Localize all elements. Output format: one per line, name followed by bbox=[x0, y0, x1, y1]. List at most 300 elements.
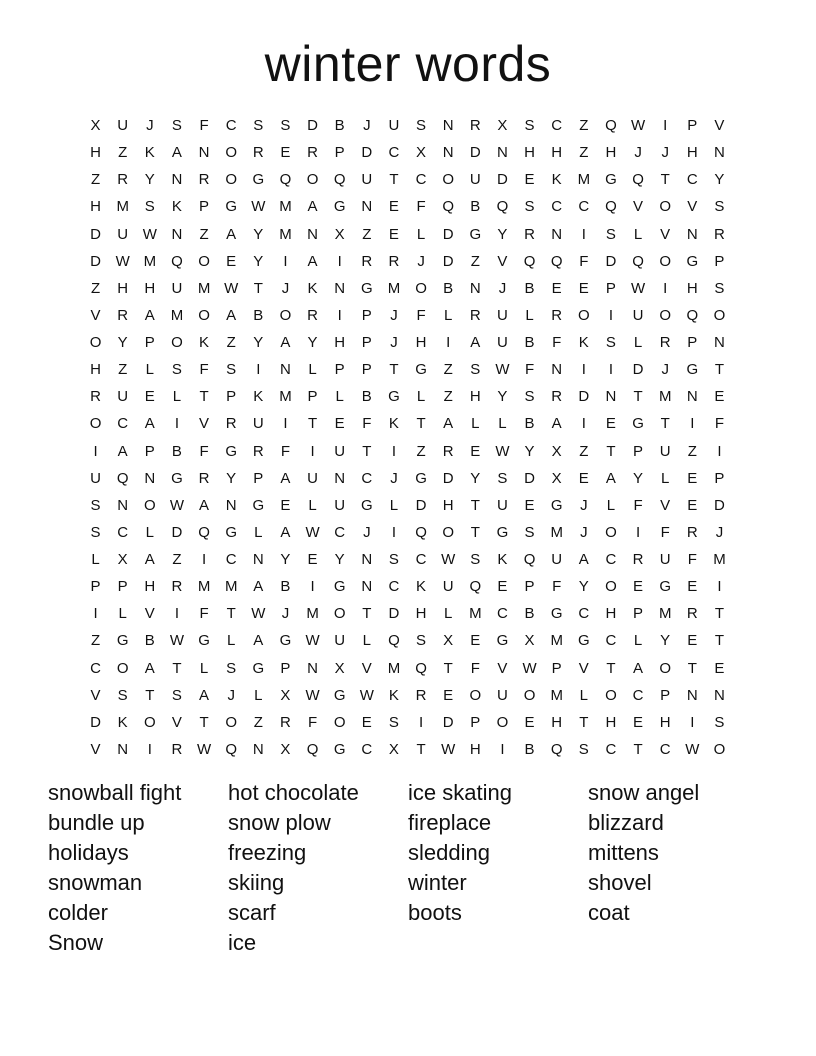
grid-letter: G bbox=[225, 442, 238, 460]
grid-letter: M bbox=[550, 523, 563, 541]
grid-letter: E bbox=[470, 632, 481, 650]
grid-letter: T bbox=[470, 523, 480, 541]
grid-letter: O bbox=[713, 740, 726, 758]
grid-letter: O bbox=[225, 713, 238, 731]
grid-letter: D bbox=[442, 252, 454, 270]
grid-letter: C bbox=[605, 740, 617, 758]
grid-letter: R bbox=[442, 442, 454, 460]
word-column bbox=[408, 778, 588, 958]
grid-letter: I bbox=[147, 740, 152, 758]
grid-letter: D bbox=[469, 144, 481, 162]
grid-letter: R bbox=[632, 551, 644, 568]
grid-letter: Z bbox=[253, 713, 263, 731]
grid-letter: L bbox=[118, 605, 127, 623]
grid-letter: Z bbox=[226, 334, 236, 351]
grid-letter: I bbox=[608, 306, 614, 324]
grid-letter: K bbox=[388, 415, 399, 433]
grid-letter: N bbox=[252, 740, 264, 758]
grid-letter: M bbox=[658, 605, 672, 623]
grid-letter: R bbox=[388, 252, 400, 270]
grid-letter: G bbox=[469, 225, 482, 243]
grid-letter: S bbox=[226, 361, 237, 379]
grid-letter: W bbox=[441, 740, 456, 758]
grid-letter: K bbox=[497, 551, 508, 568]
grid-letter: K bbox=[171, 198, 182, 216]
grid-letter: V bbox=[660, 496, 671, 514]
grid-letter: R bbox=[686, 605, 698, 623]
grid-letter: B bbox=[361, 388, 372, 406]
grid-letter: G bbox=[279, 632, 292, 650]
grid-letter: S bbox=[524, 388, 535, 406]
grid-letter: A bbox=[253, 578, 264, 596]
grid-letter: L bbox=[308, 496, 317, 514]
grid-letter: E bbox=[551, 279, 562, 297]
grid-letter: R bbox=[361, 252, 373, 270]
grid-letter: Q bbox=[415, 523, 427, 541]
grid-letter: J bbox=[580, 496, 588, 514]
grid-letter: F bbox=[280, 442, 291, 460]
grid-letter: G bbox=[360, 496, 373, 514]
grid-letter: Q bbox=[605, 117, 617, 134]
grid-letter: M bbox=[387, 659, 401, 677]
grid-letter: F bbox=[199, 442, 209, 460]
grid-letter: A bbox=[199, 686, 210, 704]
grid-letter: X bbox=[443, 632, 454, 650]
grid-letter: I bbox=[256, 361, 261, 379]
grid-letter: G bbox=[360, 279, 373, 297]
grid-row bbox=[82, 275, 734, 302]
grid-letter: F bbox=[524, 361, 535, 379]
grid-letter: G bbox=[659, 578, 672, 596]
grid-letter: G bbox=[605, 171, 617, 189]
grid-letter: P bbox=[253, 469, 264, 487]
grid-letter: Y bbox=[497, 388, 508, 406]
grid-letter: L bbox=[444, 605, 453, 623]
grid-letter: T bbox=[307, 415, 318, 433]
grid-letter: O bbox=[89, 334, 102, 351]
grid-letter: J bbox=[715, 523, 724, 541]
grid-letter: S bbox=[280, 117, 291, 134]
grid-letter: I bbox=[93, 605, 98, 623]
grid-letter: Q bbox=[333, 171, 346, 189]
grid-letter: V bbox=[714, 117, 725, 134]
grid-letter: T bbox=[633, 388, 643, 406]
grid-letter: R bbox=[252, 144, 264, 162]
grid-letter: E bbox=[361, 713, 372, 731]
grid-letter: R bbox=[469, 117, 481, 134]
grid-letter: V bbox=[361, 659, 372, 677]
grid-letter: X bbox=[334, 659, 345, 677]
grid-letter: D bbox=[605, 252, 617, 270]
word-bank-item: winter bbox=[408, 870, 467, 895]
grid-letter: G bbox=[252, 171, 265, 189]
grid-letter: A bbox=[144, 659, 155, 677]
grid-letter: I bbox=[391, 523, 397, 541]
grid-letter: Z bbox=[90, 632, 101, 650]
grid-letter: M bbox=[197, 279, 211, 297]
grid-letter: R bbox=[524, 225, 535, 243]
grid-letter: Y bbox=[578, 578, 589, 596]
grid-letter: N bbox=[686, 225, 698, 243]
grid-letter: O bbox=[605, 686, 617, 704]
grid-letter: E bbox=[687, 578, 698, 596]
grid-letter: G bbox=[415, 361, 427, 379]
grid-letter: C bbox=[388, 144, 400, 162]
grid-letter: Z bbox=[579, 442, 589, 460]
grid-letter: R bbox=[307, 306, 318, 324]
grid-letter: N bbox=[171, 171, 183, 189]
grid-letter: U bbox=[497, 686, 508, 704]
grid-letter: G bbox=[252, 496, 265, 514]
grid-letter: U bbox=[90, 469, 101, 487]
grid-letter: P bbox=[605, 279, 616, 297]
grid-letter: C bbox=[605, 632, 617, 650]
grid-letter: L bbox=[416, 388, 426, 406]
grid-letter: H bbox=[686, 144, 698, 162]
grid-letter: O bbox=[442, 171, 455, 189]
grid-letter: N bbox=[714, 686, 725, 704]
grid-letter: F bbox=[470, 659, 480, 677]
grid-letter: C bbox=[334, 523, 346, 541]
grid-row bbox=[82, 383, 734, 410]
grid-letter: X bbox=[551, 469, 562, 487]
word-bank-item: fireplace bbox=[408, 810, 492, 835]
grid-letter: D bbox=[90, 252, 101, 270]
grid-letter: H bbox=[90, 144, 101, 162]
grid-letter: P bbox=[334, 144, 345, 162]
grid-letter: O bbox=[659, 306, 672, 324]
grid-letter: R bbox=[551, 306, 563, 324]
grid-letter: T bbox=[253, 279, 263, 297]
grid-letter: N bbox=[252, 551, 264, 568]
grid-row bbox=[82, 139, 734, 166]
grid-letter: Q bbox=[632, 252, 644, 270]
grid-letter: L bbox=[172, 388, 182, 406]
grid-letter: O bbox=[659, 659, 672, 677]
grid-letter: L bbox=[362, 632, 371, 650]
grid-letter: U bbox=[469, 171, 481, 189]
grid-row bbox=[82, 221, 734, 248]
grid-letter: C bbox=[605, 551, 617, 568]
grid-letter: Q bbox=[523, 252, 536, 270]
grid-letter: J bbox=[390, 469, 398, 487]
grid-letter: H bbox=[415, 334, 427, 351]
grid-letter: T bbox=[660, 171, 670, 189]
grid-letter: V bbox=[144, 605, 155, 623]
grid-letter: I bbox=[418, 713, 424, 731]
grid-letter: Z bbox=[443, 361, 453, 379]
grid-letter: T bbox=[660, 415, 670, 433]
grid-letter: X bbox=[334, 225, 345, 243]
grid-letter: E bbox=[280, 496, 291, 514]
grid-letter: K bbox=[307, 279, 318, 297]
grid-letter: G bbox=[686, 361, 699, 379]
grid-letter: O bbox=[523, 686, 536, 704]
grid-letter: H bbox=[551, 144, 563, 162]
grid-letter: X bbox=[551, 442, 562, 460]
grid-letter: I bbox=[581, 415, 586, 433]
grid-letter: P bbox=[361, 361, 372, 379]
grid-letter: I bbox=[391, 442, 397, 460]
grid-letter: V bbox=[660, 225, 671, 243]
grid-letter: Y bbox=[497, 225, 508, 243]
grid-letter: J bbox=[580, 523, 588, 541]
grid-letter: Z bbox=[416, 442, 426, 460]
grid-row bbox=[82, 736, 734, 763]
grid-letter: A bbox=[226, 306, 237, 324]
grid-letter: E bbox=[388, 225, 399, 243]
grid-letter: G bbox=[252, 659, 265, 677]
grid-letter: T bbox=[714, 605, 725, 623]
grid-letter: W bbox=[522, 659, 537, 677]
grid-letter: E bbox=[714, 659, 725, 677]
grid-letter: M bbox=[577, 171, 591, 189]
grid-letter: T bbox=[389, 171, 399, 189]
word-bank-item: snowball fight bbox=[48, 780, 182, 805]
grid-letter: A bbox=[144, 415, 155, 433]
grid-letter: M bbox=[387, 279, 401, 297]
grid-letter: S bbox=[253, 117, 264, 134]
grid-letter: I bbox=[690, 713, 695, 731]
grid-letter: O bbox=[333, 713, 346, 731]
grid-letter: J bbox=[281, 605, 290, 623]
grid-letter: S bbox=[416, 117, 427, 134]
grid-letter: O bbox=[225, 171, 238, 189]
grid-letter: G bbox=[333, 578, 346, 596]
grid-letter: Z bbox=[172, 551, 182, 568]
grid-letter: Y bbox=[226, 469, 237, 487]
grid-letter: V bbox=[199, 415, 210, 433]
grid-letter: I bbox=[310, 442, 315, 460]
grid-letter: T bbox=[606, 659, 616, 677]
grid-letter: L bbox=[254, 686, 263, 704]
word-bank-item: ice skating bbox=[408, 780, 512, 805]
grid-letter: Y bbox=[280, 551, 291, 568]
grid-letter: E bbox=[226, 252, 237, 270]
grid-letter: W bbox=[305, 523, 320, 541]
grid-letter: C bbox=[578, 605, 590, 623]
grid-letter: P bbox=[144, 334, 155, 351]
grid-letter: O bbox=[116, 659, 129, 677]
grid-letter: E bbox=[687, 469, 698, 487]
grid-letter: S bbox=[714, 198, 725, 216]
grid-letter: A bbox=[307, 198, 318, 216]
grid-letter: J bbox=[390, 306, 398, 324]
grid-letter: Q bbox=[171, 252, 183, 270]
grid-letter: Y bbox=[253, 225, 264, 243]
grid-letter: T bbox=[416, 740, 426, 758]
grid-letter: D bbox=[307, 117, 318, 134]
grid-letter: Q bbox=[550, 740, 563, 758]
grid-letter: A bbox=[171, 144, 182, 162]
grid-letter: S bbox=[171, 117, 182, 134]
grid-letter: A bbox=[578, 551, 589, 568]
grid-letter: W bbox=[630, 117, 646, 134]
grid-letter: A bbox=[633, 659, 644, 677]
grid-letter: T bbox=[443, 659, 453, 677]
grid-letter: E bbox=[334, 415, 345, 433]
grid-letter: J bbox=[281, 279, 290, 297]
grid-letter: Y bbox=[253, 334, 264, 351]
grid-letter: N bbox=[334, 279, 346, 297]
grid-letter: S bbox=[524, 117, 535, 134]
word-bank-item: snow angel bbox=[588, 780, 700, 805]
grid-letter: B bbox=[524, 740, 535, 758]
grid-letter: O bbox=[143, 496, 156, 514]
grid-letter: Q bbox=[469, 578, 482, 596]
grid-letter: S bbox=[605, 225, 616, 243]
grid-letter: S bbox=[714, 279, 725, 297]
grid-letter: E bbox=[307, 551, 318, 568]
grid-letter: E bbox=[470, 442, 481, 460]
grid-letter: A bbox=[280, 334, 291, 351]
grid-letter: Z bbox=[90, 279, 101, 297]
grid-letter: E bbox=[633, 578, 644, 596]
grid-letter: U bbox=[659, 442, 671, 460]
grid-letter: I bbox=[446, 334, 451, 351]
grid-letter: T bbox=[579, 713, 589, 731]
grid-letter: N bbox=[469, 279, 481, 297]
grid-letter: T bbox=[470, 496, 480, 514]
grid-letter: Q bbox=[550, 252, 563, 270]
grid-letter: T bbox=[199, 713, 209, 731]
grid-letter: M bbox=[713, 551, 726, 568]
grid-letter: B bbox=[524, 415, 535, 433]
grid-letter: T bbox=[172, 659, 182, 677]
grid-letter: C bbox=[90, 659, 101, 677]
grid-letter: H bbox=[659, 713, 671, 731]
grid-letter: Z bbox=[687, 442, 697, 460]
grid-letter: I bbox=[337, 252, 342, 270]
grid-letter: O bbox=[171, 334, 183, 351]
grid-letter: O bbox=[143, 713, 156, 731]
grid-letter: L bbox=[335, 388, 344, 406]
grid-letter: I bbox=[174, 605, 180, 623]
grid-letter: C bbox=[551, 198, 563, 216]
grid-letter: C bbox=[361, 740, 373, 758]
grid-letter: S bbox=[497, 469, 508, 487]
grid-letter: O bbox=[496, 713, 509, 731]
grid-letter: F bbox=[579, 252, 589, 270]
grid-letter: J bbox=[417, 252, 425, 270]
grid-letter: R bbox=[551, 388, 563, 406]
grid-letter: M bbox=[279, 225, 292, 243]
grid-letter: L bbox=[579, 686, 588, 704]
page-title: winter words bbox=[264, 36, 552, 92]
grid-letter: Q bbox=[225, 740, 238, 758]
grid-letter: B bbox=[253, 306, 264, 324]
grid-letter: P bbox=[361, 334, 372, 351]
grid-letter: R bbox=[225, 415, 237, 433]
word-bank-item: scarf bbox=[228, 900, 276, 925]
grid-letter: S bbox=[470, 551, 481, 568]
grid-letter: Q bbox=[523, 551, 536, 568]
grid-letter: L bbox=[633, 632, 643, 650]
grid-letter: S bbox=[470, 361, 481, 379]
grid-letter: K bbox=[117, 713, 128, 731]
grid-row bbox=[82, 709, 734, 736]
grid-letter: E bbox=[524, 713, 535, 731]
grid-letter: C bbox=[551, 117, 563, 134]
grid-letter: F bbox=[199, 605, 209, 623]
grid-letter: G bbox=[415, 469, 427, 487]
grid-letter: M bbox=[550, 632, 563, 650]
grid-letter: O bbox=[279, 306, 292, 324]
grid-letter: F bbox=[687, 551, 697, 568]
grid-letter: L bbox=[389, 496, 399, 514]
grid-letter: C bbox=[117, 523, 129, 541]
grid-letter: X bbox=[388, 740, 399, 758]
grid-letter: O bbox=[415, 279, 427, 297]
grid-letter: X bbox=[117, 551, 128, 568]
word-bank-item: blizzard bbox=[588, 810, 664, 835]
grid-row bbox=[82, 627, 734, 654]
grid-letter: N bbox=[198, 144, 210, 162]
grid-letter: R bbox=[252, 442, 264, 460]
grid-letter: I bbox=[283, 252, 288, 270]
grid-letter: O bbox=[198, 252, 210, 270]
grid-letter: O bbox=[225, 144, 238, 162]
grid-letter: I bbox=[310, 578, 315, 596]
grid-letter: T bbox=[606, 442, 616, 460]
grid-letter: S bbox=[90, 496, 101, 514]
grid-letter: N bbox=[117, 740, 129, 758]
grid-letter: X bbox=[416, 144, 427, 162]
grid-letter: L bbox=[254, 523, 263, 541]
grid-row bbox=[82, 682, 734, 709]
grid-letter: L bbox=[444, 306, 453, 324]
grid-letter: N bbox=[497, 144, 508, 162]
grid-row bbox=[82, 573, 734, 600]
grid-letter: A bbox=[144, 306, 155, 324]
grid-letter: W bbox=[224, 279, 239, 297]
grid-letter: E bbox=[605, 415, 616, 433]
grid-letter: L bbox=[308, 361, 317, 379]
grid-letter: K bbox=[199, 334, 210, 351]
grid-letter: I bbox=[283, 415, 288, 433]
grid-letter: H bbox=[442, 496, 454, 514]
grid-row bbox=[82, 546, 734, 573]
grid-letter: I bbox=[635, 523, 641, 541]
grid-letter: M bbox=[197, 578, 211, 596]
grid-row bbox=[82, 193, 734, 220]
grid-letter: J bbox=[498, 279, 507, 297]
word-bank-item: snow plow bbox=[228, 810, 331, 835]
grid-letter: E bbox=[687, 632, 698, 650]
grid-letter: G bbox=[496, 523, 509, 541]
grid-letter: G bbox=[632, 415, 644, 433]
grid-letter: X bbox=[280, 740, 291, 758]
grid-letter: B bbox=[524, 605, 535, 623]
grid-letter: T bbox=[389, 361, 399, 379]
grid-letter: U bbox=[334, 632, 346, 650]
word-column bbox=[588, 778, 768, 958]
word-bank-item: holidays bbox=[48, 840, 129, 865]
grid-letter: W bbox=[251, 198, 266, 216]
grid-letter: N bbox=[551, 361, 563, 379]
grid-letter: N bbox=[714, 334, 725, 351]
grid-letter: W bbox=[441, 551, 456, 568]
grid-letter: C bbox=[415, 171, 427, 189]
grid-letter: Z bbox=[579, 117, 589, 134]
grid-letter: Y bbox=[633, 469, 644, 487]
grid-letter: J bbox=[661, 144, 669, 162]
grid-letter: N bbox=[605, 388, 617, 406]
grid-letter: A bbox=[307, 252, 318, 270]
grid-letter: W bbox=[251, 605, 266, 623]
grid-letter: T bbox=[416, 415, 426, 433]
grid-letter: G bbox=[550, 605, 563, 623]
